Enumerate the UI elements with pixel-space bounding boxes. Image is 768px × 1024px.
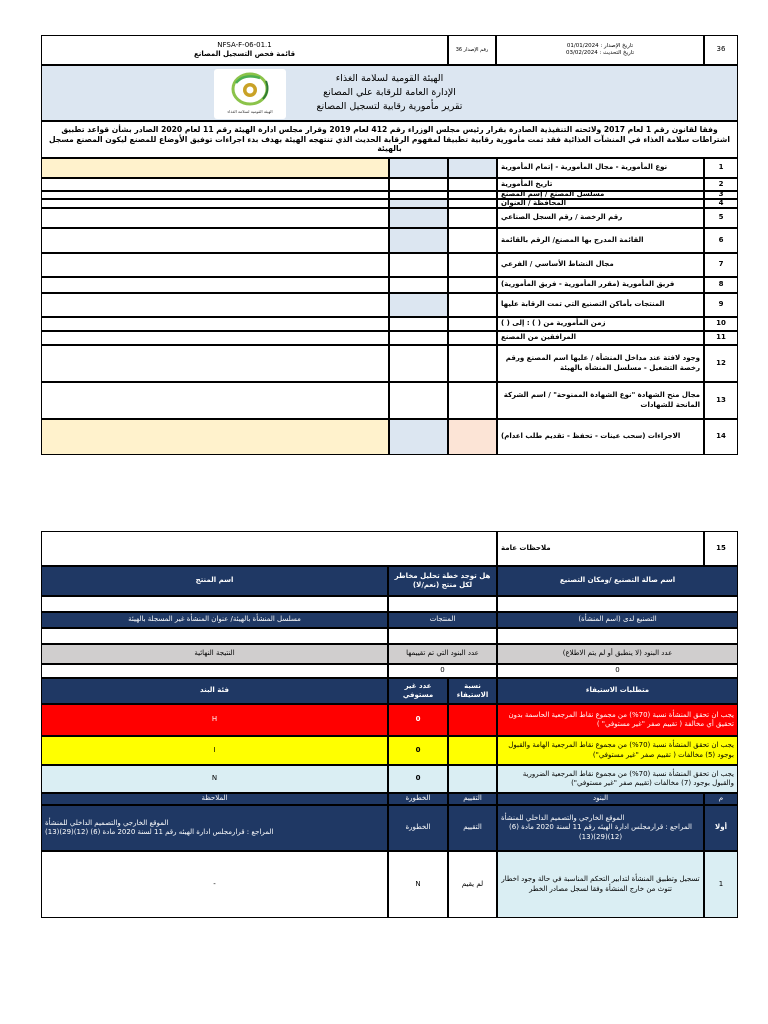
hall-name-value[interactable] xyxy=(497,596,738,612)
row-3-value[interactable] xyxy=(41,191,389,199)
banner-line-3: تقرير مأمورية رقابية لتسجيل المصانع xyxy=(316,100,463,112)
item-text: تسجيل وتطبيق المنشأة لتدابير التحكم المناسبة في حالة وجود اخطار تتوث من خارج المنشأة وفقا لسجل مصادر الخطر xyxy=(497,851,704,918)
row-3-field-a[interactable] xyxy=(389,191,448,199)
banner-line-2: الإدارة العامة للرقابة علي المصانع xyxy=(323,87,456,99)
row-13-number: 13 xyxy=(704,382,738,419)
category-h: H xyxy=(41,704,388,736)
compliance-requirements-header: متطلبات الاستيفاء xyxy=(497,678,738,704)
product-name-value[interactable] xyxy=(41,596,388,612)
row-7-field-a[interactable] xyxy=(389,253,448,277)
row-9-number: 9 xyxy=(704,293,738,317)
row-4-number: 4 xyxy=(704,199,738,208)
compliance-ratio-n[interactable] xyxy=(448,765,497,793)
row-10-field-b[interactable] xyxy=(448,317,497,331)
row-6-label: القائمة المدرج بها المصنع/ الرقم بالقائمة xyxy=(497,228,704,253)
hazard-plan-header: هل توجد خطة تحليل مخاطر لكل منتج (نعم/لا) xyxy=(388,566,497,596)
row-2-field-b[interactable] xyxy=(448,178,497,191)
row-8-label: فريق المأمورية (مقرر المأمورية - فريق المأمورية) xyxy=(497,277,704,293)
row-7-number: 7 xyxy=(704,253,738,277)
section-severity: الخطورة xyxy=(388,805,448,851)
row-4-label: المحافظة / العنوان xyxy=(497,199,704,208)
page-number: 36 xyxy=(704,35,738,65)
row-5-label: رقم الرخصة / رقم السجل الصناعي xyxy=(497,208,704,228)
row-7-field-b[interactable] xyxy=(448,253,497,277)
row-5-field-a[interactable] xyxy=(389,208,448,228)
row-8-number: 8 xyxy=(704,277,738,293)
compliance-ratio-header: نسبة الاستيفاء xyxy=(448,678,497,704)
row-1-label: نوع المأمورية - مجال المأمورية - إتمام المأمورية xyxy=(497,158,704,178)
row-10-number: 10 xyxy=(704,317,738,331)
row-14-number: 14 xyxy=(704,419,738,455)
row-12-label: وجود لافتة عند مداخل المنشأة / عليها اسم المصنع ورقم رخصة التشغيل - مسلسل المنشأة بالهيئة xyxy=(497,345,704,382)
row-5-field-b[interactable] xyxy=(448,208,497,228)
row-14-value[interactable] xyxy=(41,419,389,455)
section-note-ref: المراجع : قرارمجلس ادارة الهيئه رقم 11 لسنة 2020 مادة (6) (12)(29)(13) xyxy=(45,828,274,836)
row-12-value[interactable] xyxy=(41,345,389,382)
requirement-h: يجب ان تحقق المنشأة نسبة (70%) من مجموع نقاط المرجعية الحاسمة بدون تحقيق أي مخالفة ( تقييم صفر "غير مستوفي" ) xyxy=(497,704,738,736)
authority-logo xyxy=(214,69,286,119)
nonconforming-count-h: 0 xyxy=(388,704,448,736)
row-11-field-b[interactable] xyxy=(448,331,497,345)
note-header: الملاحظة xyxy=(41,793,388,805)
row-3-number: 3 xyxy=(704,191,738,199)
nonconforming-count-n: 0 xyxy=(388,765,448,793)
banner-text xyxy=(317,72,463,113)
m-header: م xyxy=(704,793,738,805)
compliance-ratio-i[interactable] xyxy=(448,736,497,765)
row-8-field-a[interactable] xyxy=(389,277,448,293)
category-n: N xyxy=(41,765,388,793)
row-12-number: 12 xyxy=(704,345,738,382)
section-note-cell xyxy=(41,805,388,851)
row-number-15: 15 xyxy=(704,531,738,566)
row-8-field-b[interactable] xyxy=(448,277,497,293)
final-result-header: النتيجة النهائية xyxy=(41,644,388,664)
section-title: الموقع الخارجي والتصميم الداخلي للمنشأة xyxy=(501,814,625,823)
category-i: I xyxy=(41,736,388,765)
facility-serial-header: مسلسل المنشأة بالهيئة/ عنوان المنشأة غير المسجلة بالهيئة xyxy=(41,612,388,628)
row-3-label: مسلسل المصنع / إسم المصنع xyxy=(497,191,704,199)
row-14-field-b[interactable] xyxy=(448,419,497,455)
issue-number: رقم الإصدار 36 xyxy=(448,35,496,65)
row-13-value[interactable] xyxy=(41,382,389,419)
not-applicable-items-count: 0 xyxy=(497,664,738,678)
item-note[interactable]: - xyxy=(41,851,388,918)
row-11-field-a[interactable] xyxy=(389,331,448,345)
row-9-label: المنتجات بأماكن التصنيع التي تمت الرقابة عليها xyxy=(497,293,704,317)
row-4-field-b[interactable] xyxy=(448,199,497,208)
section-number: أولا xyxy=(704,805,738,851)
form-title: قائمة فحص التسجيل المصانع xyxy=(193,50,296,58)
requirement-i: يجب ان تحقق المنشأة نسبة (70%) من مجموع نقاط المرجعية الهامة والقبول بوجود (5) مخالفات ( تقييم صفر "غير مستوفي") xyxy=(497,736,738,765)
facility-serial-value[interactable] xyxy=(41,628,388,644)
row-6-number: 6 xyxy=(704,228,738,253)
row-7-label: مجال النشاط الأساسي / الفرعي xyxy=(497,253,704,277)
logo-caption: الهيئة القومية لسلامة الغذاء xyxy=(227,109,273,114)
row-12-field-b[interactable] xyxy=(448,345,497,382)
form-code: NFSA-F-06-01.1 xyxy=(217,40,272,49)
items-header: البنود xyxy=(497,793,704,805)
evaluated-items-header: عدد البنود التي تم تقييمها xyxy=(388,644,497,664)
row-14-field-a[interactable] xyxy=(389,419,448,455)
row-9-field-a[interactable] xyxy=(389,293,448,317)
row-10-label: زمن المأمورية من ( ) : إلى ( ) xyxy=(497,317,704,331)
row-8-value[interactable] xyxy=(41,277,389,293)
form-header-title xyxy=(41,35,448,65)
general-notes-label: ملاحظات عامة xyxy=(497,531,704,566)
row-13-label: مجال منح الشهادة "نوع الشهادة الممنوحة" / اسم الشركة المانحة للشهادات xyxy=(497,382,704,419)
row-1-number: 1 xyxy=(704,158,738,178)
products-value[interactable] xyxy=(388,628,497,644)
row-5-number: 5 xyxy=(704,208,738,228)
section-evaluation: التقييم xyxy=(448,805,497,851)
row-2-label: تاريخ المأمورية xyxy=(497,178,704,191)
manufactured-at-value[interactable] xyxy=(497,628,738,644)
item-severity: N xyxy=(388,851,448,918)
row-7-value[interactable] xyxy=(41,253,389,277)
banner-line-1: الهيئة القومية لسلامة الغذاء xyxy=(335,73,444,85)
row-2-value[interactable] xyxy=(41,178,389,191)
row-1-field-b[interactable] xyxy=(448,158,497,178)
row-2-field-a[interactable] xyxy=(389,178,448,191)
row-10-value[interactable] xyxy=(41,317,389,331)
not-applicable-items-header: عدد البنود (لا ينطبق أو لم يتم الاطلاع) xyxy=(497,644,738,664)
row-5-value[interactable] xyxy=(41,208,389,228)
issue-date: تاريخ الإصدار : 01/01/2024 xyxy=(566,42,634,49)
row-13-field-b[interactable] xyxy=(448,382,497,419)
authority-banner xyxy=(41,65,738,121)
section-ref: المراجع : قرارمجلس ادارة الهيئه رقم 11 لسنة 2020 مادة (6) (12)(29)(13) xyxy=(509,823,692,841)
row-10-field-a[interactable] xyxy=(389,317,448,331)
row-4-field-a[interactable] xyxy=(389,199,448,208)
row-3-field-b[interactable] xyxy=(448,191,497,199)
products-header: المنتجات xyxy=(388,612,497,628)
row-14-label: الاجراءات (سحب عينات - تحفظ - تقديم طلب اعدام) xyxy=(497,419,704,455)
row-6-value[interactable] xyxy=(41,228,389,253)
nonconforming-count-i: 0 xyxy=(388,736,448,765)
row-11-number: 11 xyxy=(704,331,738,345)
evaluation-header: التقييم xyxy=(448,793,497,805)
row-2-number: 2 xyxy=(704,178,738,191)
update-date: تاريخ التحديث : 03/02/2024 xyxy=(566,50,634,56)
item-number: 1 xyxy=(704,851,738,918)
section-title-cell xyxy=(497,805,704,851)
row-6-field-b[interactable] xyxy=(448,228,497,253)
row-11-value[interactable] xyxy=(41,331,389,345)
row-11-label: المرافقين من المصنع xyxy=(497,331,704,345)
intro-paragraph: وفقا لقانون رقم 1 لعام 2017 ولائحته التنفيذية الصادرة بقرار رئيس مجلس الوزراء رقم 412 لعام 2019 وقرار مجلس ادارة الهيئة رقم 11 لعام 2020 الصادر بشأن قواعد تطبيق اشتراطات سلامة الغذاء في المنشآت الغذائية فقد تمت مأمورية رقابية تطبيقا لمفهوم الرقابة الحديث الذي تنتهجه الهيئة بهدف بدء اجراءات توفيق الأوضاع للمصنع ليكون المصنع مسجل بالهيئة xyxy=(41,121,738,158)
dates xyxy=(496,35,704,65)
row-9-field-b[interactable] xyxy=(448,293,497,317)
manufactured-at-header: التصنيع لدى (اسم المنشأة) xyxy=(497,612,738,628)
nonconforming-count-header: عدد غير مستوفي xyxy=(388,678,448,704)
row-4-value[interactable] xyxy=(41,199,389,208)
evaluated-items-count: 0 xyxy=(388,664,497,678)
product-name-header: اسم المنتج xyxy=(41,566,388,596)
final-result-value[interactable] xyxy=(41,664,388,678)
section-note-title: الموقع الخارجي والتصميم الداخلي للمنشأة xyxy=(45,818,169,827)
item-category-header: فئة البند xyxy=(41,678,388,704)
severity-header: الخطورة xyxy=(388,793,448,805)
row-6-field-a[interactable] xyxy=(389,228,448,253)
row-9-value[interactable] xyxy=(41,293,389,317)
compliance-ratio-h[interactable] xyxy=(448,704,497,736)
requirement-n: يجب ان تحقق المنشأة نسبة (70%) من مجموع نقاط المرجعية الضرورية والقبول بوجود (7) مخالفات (تقييم صفر "غير مستوفي") xyxy=(497,765,738,793)
general-notes-value[interactable] xyxy=(41,531,497,566)
row-1-value[interactable] xyxy=(41,158,389,178)
row-13-field-a[interactable] xyxy=(389,382,448,419)
hall-name-header: اسم صالة التصنيع /ومكان التصنيع xyxy=(497,566,738,596)
row-1-field-a[interactable] xyxy=(389,158,448,178)
row-12-field-a[interactable] xyxy=(389,345,448,382)
item-evaluation[interactable]: لم يقيم xyxy=(448,851,497,918)
hazard-plan-value[interactable] xyxy=(388,596,497,612)
